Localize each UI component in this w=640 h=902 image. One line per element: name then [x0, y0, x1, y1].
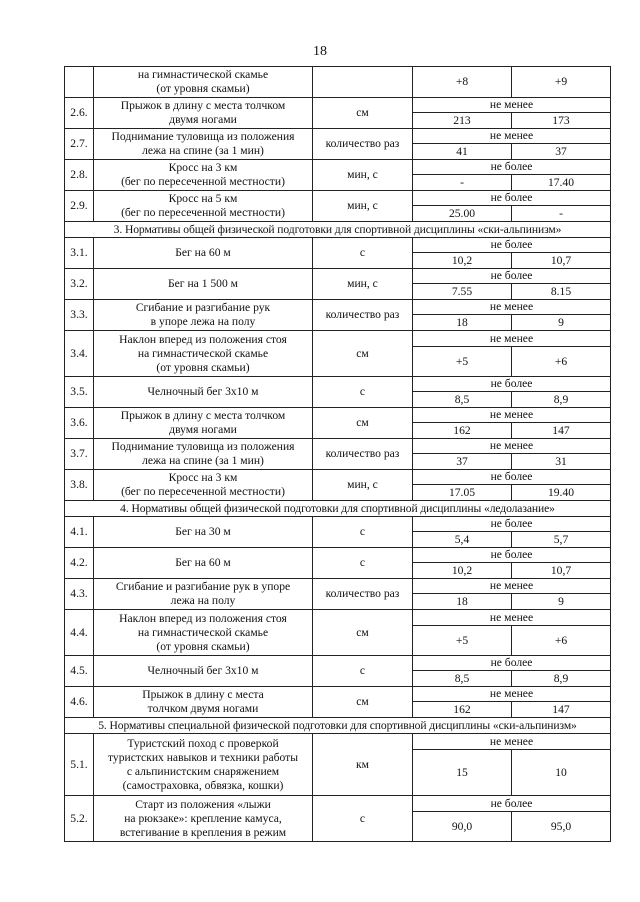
value-boys-cell: 25.00 — [413, 206, 512, 222]
condition-cell: не менее — [413, 734, 611, 750]
condition-cell: не менее — [413, 579, 611, 594]
exercise-name-line: Поднимание туловища из положения — [111, 440, 295, 453]
unit-cell: см — [313, 98, 413, 129]
row-number: 3.4. — [65, 331, 94, 377]
page-number: 18 — [313, 44, 327, 59]
unit-cell: мин, с — [313, 470, 413, 501]
condition-cell: не более — [413, 548, 611, 563]
row-number: 5.2. — [65, 796, 94, 842]
value-girls-cell: 37 — [512, 144, 611, 160]
value-girls-cell: 9 — [512, 315, 611, 331]
value-girls-cell: 10 — [512, 750, 611, 796]
table-row — [65, 796, 611, 812]
table-row — [65, 470, 611, 485]
section-header-row — [65, 501, 611, 517]
value-girls-cell: 17.40 — [512, 175, 611, 191]
exercise-name-line: Бег на 60 м — [175, 246, 231, 259]
exercise-name-line: (бег по пересеченной местности) — [121, 485, 285, 498]
unit-cell: мин, с — [313, 269, 413, 300]
condition-cell: не более — [413, 160, 611, 175]
exercise-name-line: встегивание в крепления в режим — [119, 825, 287, 839]
table-row — [65, 377, 611, 392]
unit-cell: количество раз — [313, 129, 413, 160]
table-row — [65, 610, 611, 626]
condition-cell: не менее — [413, 439, 611, 454]
exercise-name-line: лежа на полу — [170, 594, 236, 607]
unit-cell: см — [313, 610, 413, 656]
section-title: 4. Нормативы общей физической подготовки для спортивной дисциплины «ледолазание» — [65, 501, 611, 517]
value-boys-cell: - — [413, 175, 512, 191]
value-girls-cell: 8,9 — [512, 671, 611, 687]
table-row — [65, 408, 611, 423]
table-row — [65, 548, 611, 563]
unit-cell: км — [313, 734, 413, 796]
row-number: 3.1. — [65, 238, 94, 269]
exercise-name-line: Кросс на 3 км — [168, 161, 238, 174]
table-row — [65, 439, 611, 454]
unit-cell: с — [313, 517, 413, 548]
condition-cell: не менее — [413, 687, 611, 702]
exercise-name-line: лежа на спине (за 1 мин) — [142, 454, 264, 467]
value-girls-cell: 147 — [512, 702, 611, 718]
exercise-name-cell — [94, 129, 313, 160]
value-boys-cell: 162 — [413, 423, 512, 439]
exercise-name-line: Бег на 30 м — [175, 525, 231, 538]
value-boys-cell: 90,0 — [413, 812, 512, 842]
value-boys-cell: 7.55 — [413, 284, 512, 300]
exercise-name-line: Бег на 1 500 м — [167, 277, 239, 290]
exercise-name-line: Прыжок в длину с места толчком — [120, 99, 286, 112]
exercise-name-cell — [94, 439, 313, 470]
value-girls-cell: 31 — [512, 454, 611, 470]
exercise-name-cell — [94, 470, 313, 501]
row-number: 4.3. — [65, 579, 94, 610]
exercise-name-cell — [94, 734, 313, 796]
exercise-name-cell — [94, 377, 313, 408]
value-boys-cell: +5 — [413, 347, 512, 377]
exercise-name-cell — [94, 579, 313, 610]
exercise-name-line: Наклон вперед из положения стоя — [119, 332, 287, 346]
row-number: 4.5. — [65, 656, 94, 687]
value-girls-cell: 5,7 — [512, 532, 611, 548]
value-boys-cell: 10,2 — [413, 563, 512, 579]
table-row — [65, 191, 611, 206]
exercise-name-line: (от уровня скамьи) — [156, 639, 250, 653]
condition-cell: не более — [413, 269, 611, 284]
value-boys-cell: 8,5 — [413, 392, 512, 408]
unit-cell: с — [313, 548, 413, 579]
exercise-name-cell — [94, 408, 313, 439]
section-title: 5. Нормативы специальной физической подготовки для спортивной дисциплины «ски-альпинизм» — [65, 718, 611, 734]
unit-cell: количество раз — [313, 300, 413, 331]
unit-cell: см — [313, 331, 413, 377]
value-boys-cell: 15 — [413, 750, 512, 796]
unit-cell: количество раз — [313, 579, 413, 610]
exercise-name-cell — [94, 67, 313, 98]
value-boys-cell: +8 — [413, 67, 512, 98]
exercise-name-line: с альпинистским снаряжением — [126, 764, 280, 778]
exercise-name-line: на гимнастической скамье — [137, 68, 269, 81]
row-number: 3.7. — [65, 439, 94, 470]
unit-cell: см — [313, 408, 413, 439]
condition-cell: не более — [413, 470, 611, 485]
exercise-name-line: Прыжок в длину с места — [142, 688, 264, 701]
value-girls-cell: 95,0 — [512, 812, 611, 842]
exercise-name-line: Поднимание туловища из положения — [111, 130, 295, 143]
condition-cell: не более — [413, 656, 611, 671]
exercise-name-line: на гимнастической скамье — [137, 625, 269, 639]
condition-cell: не более — [413, 238, 611, 253]
table-row — [65, 160, 611, 175]
value-girls-cell: 19.40 — [512, 485, 611, 501]
value-girls-cell: 147 — [512, 423, 611, 439]
value-girls-cell: 8,9 — [512, 392, 611, 408]
exercise-name-line: Сгибание и разгибание рук в упоре — [115, 580, 291, 593]
unit-cell: с — [313, 796, 413, 842]
value-boys-cell: 18 — [413, 315, 512, 331]
value-boys-cell: 8,5 — [413, 671, 512, 687]
value-boys-cell: 162 — [413, 702, 512, 718]
exercise-name-cell — [94, 191, 313, 222]
row-number: 3.2. — [65, 269, 94, 300]
value-boys-cell: +5 — [413, 626, 512, 656]
exercise-name-line: двумя ногами — [169, 113, 237, 126]
condition-cell: не менее — [413, 129, 611, 144]
value-boys-cell: 5,4 — [413, 532, 512, 548]
unit-cell: см — [313, 687, 413, 718]
row-number: 2.6. — [65, 98, 94, 129]
exercise-name-line: лежа на спине (за 1 мин) — [142, 144, 264, 157]
condition-cell: не более — [413, 377, 611, 392]
condition-cell: не менее — [413, 408, 611, 423]
value-boys-cell: 37 — [413, 454, 512, 470]
row-number: 5.1. — [65, 734, 94, 796]
row-number: 3.3. — [65, 300, 94, 331]
exercise-name-line: Челночный бег 3x10 м — [147, 664, 259, 677]
unit-cell: мин, с — [313, 160, 413, 191]
row-number: 2.9. — [65, 191, 94, 222]
table-row — [65, 269, 611, 284]
exercise-name-line: (от уровня скамьи) — [156, 82, 250, 95]
value-girls-cell: 9 — [512, 594, 611, 610]
row-number: 2.7. — [65, 129, 94, 160]
exercise-name-cell — [94, 331, 313, 377]
value-boys-cell: 18 — [413, 594, 512, 610]
value-girls-cell: 173 — [512, 113, 611, 129]
exercise-name-line: Прыжок в длину с места толчком — [120, 409, 286, 422]
condition-cell: не менее — [413, 610, 611, 626]
table-row — [65, 656, 611, 671]
exercise-name-line: Кросс на 3 км — [168, 471, 238, 484]
table-row — [65, 579, 611, 594]
unit-cell — [313, 67, 413, 98]
row-number: 3.6. — [65, 408, 94, 439]
unit-cell: количество раз — [313, 439, 413, 470]
row-number: 4.6. — [65, 687, 94, 718]
value-boys-cell: 213 — [413, 113, 512, 129]
row-number-cell — [65, 67, 94, 98]
standards-table-body — [65, 67, 611, 842]
table-row-continuation — [65, 67, 611, 98]
table-row — [65, 129, 611, 144]
standards-table — [64, 66, 611, 842]
value-girls-cell: 10,7 — [512, 253, 611, 269]
exercise-name-line: (самостраховка, обвязка, кошки) — [122, 778, 284, 792]
value-boys-cell: 17.05 — [413, 485, 512, 501]
row-number: 3.8. — [65, 470, 94, 501]
exercise-name-line: на гимнастической скамье — [137, 346, 269, 360]
exercise-name-cell — [94, 687, 313, 718]
row-number: 4.2. — [65, 548, 94, 579]
value-boys-cell: 41 — [413, 144, 512, 160]
condition-cell: не менее — [413, 331, 611, 347]
exercise-name-line: Туристский поход с проверкой — [127, 736, 279, 750]
exercise-name-cell — [94, 796, 313, 842]
value-girls-cell: +6 — [512, 347, 611, 377]
exercise-name-line: Челночный бег 3x10 м — [147, 385, 259, 398]
exercise-name-cell — [94, 610, 313, 656]
value-boys-cell: 10,2 — [413, 253, 512, 269]
exercise-name-line: (от уровня скамьи) — [156, 360, 250, 374]
exercise-name-line: на рюкзаке»: крепление камуса, — [124, 811, 282, 825]
exercise-name-line: в упоре лежа на полу — [150, 315, 256, 328]
exercise-name-cell — [94, 160, 313, 191]
exercise-name-line: туристских навыков и техники работы — [107, 750, 299, 764]
exercise-name-line: Старт из положения «лыжи — [135, 797, 271, 811]
table-row — [65, 331, 611, 347]
unit-cell: мин, с — [313, 191, 413, 222]
exercise-name-line: двумя ногами — [169, 423, 237, 436]
condition-cell: не более — [413, 517, 611, 532]
value-girls-cell: +6 — [512, 626, 611, 656]
row-number: 4.1. — [65, 517, 94, 548]
table-row — [65, 687, 611, 702]
value-girls-cell: +9 — [512, 67, 611, 98]
row-number: 2.8. — [65, 160, 94, 191]
value-girls-cell: 10,7 — [512, 563, 611, 579]
row-number: 3.5. — [65, 377, 94, 408]
condition-cell: не более — [413, 191, 611, 206]
exercise-name-cell — [94, 517, 313, 548]
unit-cell: с — [313, 238, 413, 269]
section-header-row — [65, 718, 611, 734]
exercise-name-cell — [94, 269, 313, 300]
exercise-name-line: Бег на 60 м — [175, 556, 231, 569]
condition-cell: не менее — [413, 98, 611, 113]
condition-cell: не менее — [413, 300, 611, 315]
exercise-name-cell — [94, 238, 313, 269]
table-row — [65, 238, 611, 253]
condition-cell: не более — [413, 796, 611, 812]
table-row — [65, 300, 611, 315]
exercise-name-cell — [94, 656, 313, 687]
section-header-row — [65, 222, 611, 238]
value-girls-cell: 8.15 — [512, 284, 611, 300]
exercise-name-cell — [94, 548, 313, 579]
exercise-name-line: Кросс на 5 км — [168, 192, 238, 205]
row-number: 4.4. — [65, 610, 94, 656]
exercise-name-line: Сгибание и разгибание рук — [135, 301, 271, 314]
table-row — [65, 517, 611, 532]
table-row — [65, 734, 611, 750]
section-title: 3. Нормативы общей физической подготовки для спортивной дисциплины «ски-альпинизм» — [65, 222, 611, 238]
value-girls-cell: - — [512, 206, 611, 222]
unit-cell: с — [313, 377, 413, 408]
exercise-name-line: (бег по пересеченной местности) — [121, 206, 285, 219]
unit-cell: с — [313, 656, 413, 687]
table-row — [65, 98, 611, 113]
exercise-name-cell — [94, 98, 313, 129]
exercise-name-cell — [94, 300, 313, 331]
exercise-name-line: (бег по пересеченной местности) — [121, 175, 285, 188]
exercise-name-line: Наклон вперед из положения стоя — [119, 611, 287, 625]
exercise-name-line: толчком двумя ногами — [147, 702, 259, 715]
